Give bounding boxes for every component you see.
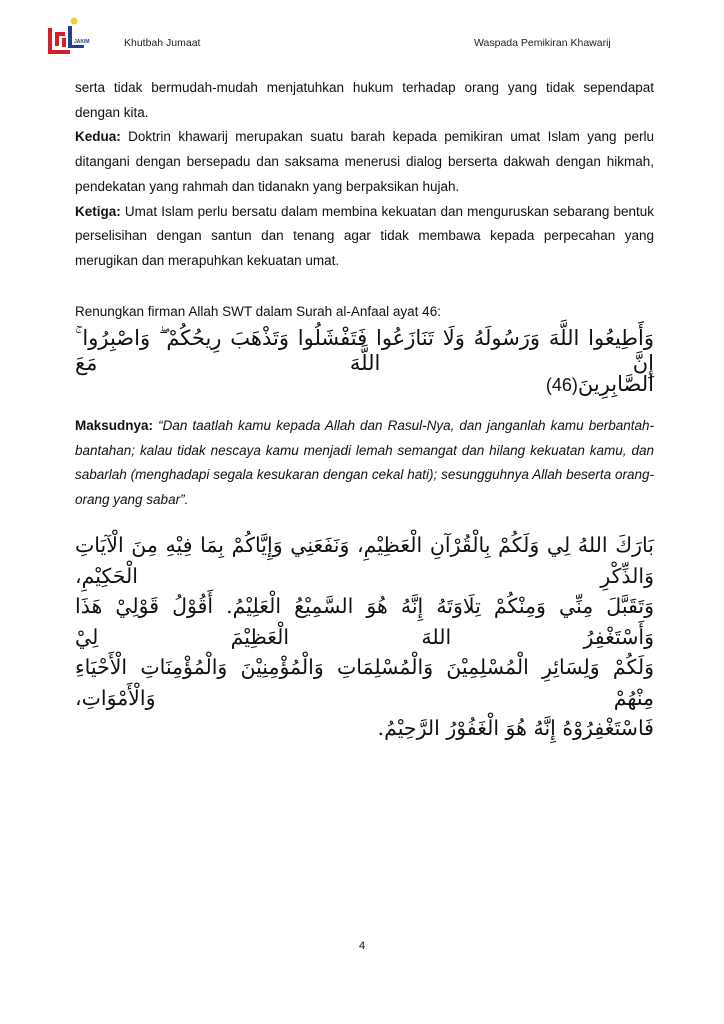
kedua-text: Doktrin khawarij merupakan suatu barah kepada pemikiran umat Islam yang perlu ditangani dengan bersepadu dan saksama menerusi dialog berserta dakwah dengan hikmah, pendekatan yang rahmah dan tidanakn yang berpaksikan hujah. <box>75 129 654 194</box>
translation-paragraph <box>75 414 654 513</box>
maksud-text: “Dan taatlah kamu kepada Allah dan Rasul-Nya, dan janganlah kamu berbantah-bantahan; kalau tidak nescaya kamu menjadi lemah semangat dan hilang kekuatan kamu, dan sabarlah (menghadapi segala kesukaran dengan cekal hati); sesungguhnya Allah beserta orang-orang yang sabar”. <box>75 418 654 508</box>
ayah-line-2 <box>75 372 654 396</box>
paragraph-kedua <box>75 125 654 199</box>
paragraph-ketiga <box>75 200 654 274</box>
doa-line: فَاسْتَغْفِرُوْهُ إِنَّهُ هُوَ الْغَفُوْرُ الرَّحِيْمُ. <box>377 716 654 740</box>
svg-text:JAKIM: JAKIM <box>74 39 90 45</box>
maksud-label: Maksudnya: <box>75 418 154 433</box>
header-left-title: Khutbah Jumaat <box>124 37 201 49</box>
closing-doa <box>75 530 654 744</box>
page-number: 4 <box>358 940 366 952</box>
ayah-text-end: الصَّابِرِينَ <box>577 372 654 396</box>
ketiga-label: Ketiga: <box>75 203 121 219</box>
page-header <box>0 0 724 60</box>
body-paragraphs <box>75 76 654 274</box>
quran-intro: Renungkan firman Allah SWT dalam Surah al-Anfaal ayat 46: <box>75 304 441 319</box>
kedua-label: Kedua: <box>75 129 121 145</box>
doa-line: وَلَكُمْ وَلِسَائِرِ الْمُسْلِمِيْنَ وَالْمُسْلِمَاتِ وَالْمُؤْمِنِيْنَ وَالْمُؤْمِنَاتِ الْأَحْيَاءِ مِنْهُمْ وَالْأَمْوَاتِ، <box>75 655 654 710</box>
jakim-logo-icon <box>46 16 90 56</box>
paragraph-continuation: serta tidak bermudah-mudah menjatuhkan hukum terhadap orang yang tidak sependapat dengan kita. <box>75 80 654 120</box>
doa-line: بَارَكَ اللهُ لِي وَلَكُمْ بِالْقُرْآنِ الْعَظِيْمِ، وَنَفَعَنِي وَإِيَّاكُمْ بِمَا فِيْهِ مِنَ الْآيَاتِ وَالذِّكْرِ الْحَكِيْمِ، <box>75 533 654 588</box>
ayah-line-1: وَأَطِيعُوا اللَّهَ وَرَسُولَهُ وَلَا تَنَازَعُوا فَتَفْشَلُوا وَتَذْهَبَ رِيحُكُمْ ۖ وَاصْبِرُوا ۚ إِنَّ اللَّهَ مَعَ <box>75 326 654 375</box>
ketiga-text: Umat Islam perlu bersatu dalam membina kekuatan dan menguruskan sebarang bentuk perselisihan dengan santun dan tenang agar tidak membawa kepada perpecahan yang merugikan dan merapuhkan kekuatan umat. <box>75 203 654 268</box>
ayah-number: (46) <box>545 375 578 395</box>
doa-line: وَتَقَبَّلَ مِنِّي وَمِنْكُمْ تِلَاوَتَهُ إِنَّهُ هُوَ السَّمِيْعُ الْعَلِيْمُ. أَقُوْلُ قَوْلِيْ هَذَا وَأَسْتَغْفِرُ اللهَ الْعَظِيْمَ لِيْ <box>75 594 654 649</box>
header-right-title: Waspada Pemikiran Khawarij <box>474 37 611 49</box>
